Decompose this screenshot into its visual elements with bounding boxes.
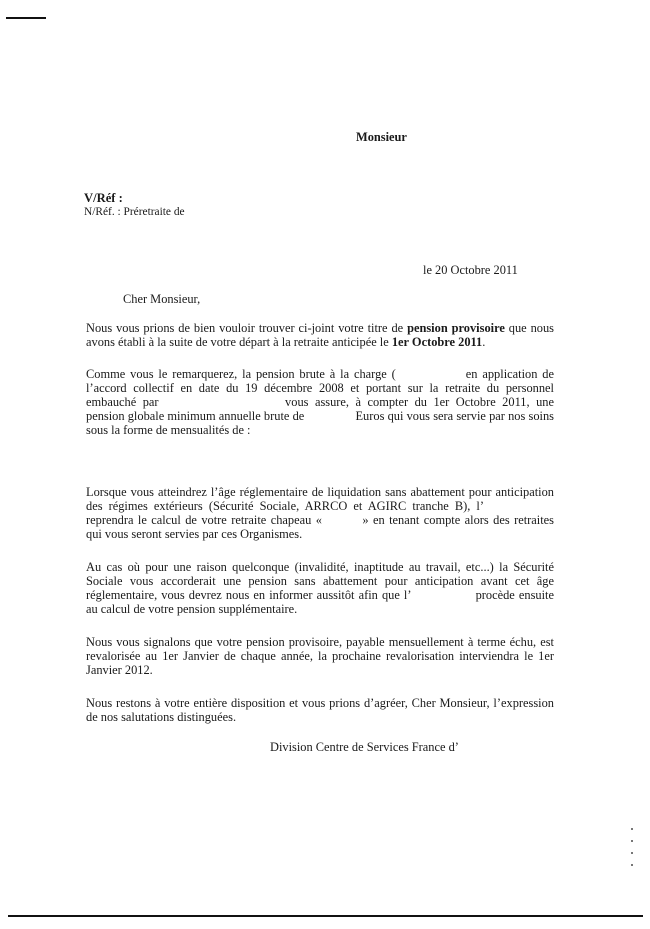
scan-mark-bottom (8, 915, 643, 917)
p2-text-b: en application de l’accord collectif en date du 19 décembre 2008 et portant sur la retraite du personnel embauché par (86, 367, 554, 409)
scan-edge-artifact (631, 828, 633, 874)
paragraph-provisional-pension (86, 321, 554, 349)
p2-text-c: vous assure, à compter du 1er Octobre 2011, une pension globale minimum annuelle brute de (86, 395, 554, 423)
p1-bold-date: 1er Octobre 2011 (391, 335, 483, 349)
paragraph-statutory-age (86, 485, 554, 541)
p2-text-a: Comme vous le remarquerez, la pension brute à la charge ( (86, 367, 396, 381)
letter-date: le 20 Octobre 2011 (423, 263, 518, 277)
our-reference: N/Réf. : Préretraite de (84, 206, 185, 218)
p3-text-c: » en tenant compte alors des retraites qui vous seront servies par ces Organismes. (86, 513, 554, 541)
recipient-title: Monsieur (356, 130, 407, 144)
your-reference-label: V/Réf : (84, 191, 123, 205)
scan-mark-top (6, 17, 46, 19)
p1-bold-pension: pension provisoire (407, 321, 505, 335)
salutation: Cher Monsieur, (123, 292, 201, 306)
p2-text-d: Euros qui vous sera servie par nos soins sous la forme de mensualités de : (86, 409, 554, 437)
p4-text-b: procède ensuite au calcul de votre pension supplémentaire. (86, 588, 554, 616)
paragraph-revaluation: Nous vous signalons que votre pension provisoire, payable mensuellement à terme échu, est revalorisée au 1er Janvier de chaque année, la prochaine revalorisation interviendra le 1er Janvier 2012. (86, 635, 554, 677)
paragraph-pension-amount (86, 367, 554, 437)
p3-text-a: Lorsque vous atteindrez l’âge réglementaire de liquidation sans abattement pour anticipation des régimes extérieurs (Sécurité Sociale, ARRCO et AGIRC tranche B), l’ (86, 485, 554, 513)
signature-division: Division Centre de Services France d’ (270, 740, 459, 754)
p4-text-a: Au cas où pour une raison quelconque (invalidité, inaptitude au travail, etc...) la Sécurité Sociale vous accorderait une pension sans abattement pour anticipation avant cet âge réglementaire, vous devrez nous en informer aussitôt afin que l’ (86, 560, 554, 602)
paragraph-early-pension (86, 560, 554, 616)
p1-text-middle: que nous avons établi à la suite de votre départ à la retraite anticipée le (86, 321, 554, 349)
p3-text-b: reprendra le calcul de votre retraite chapeau « (86, 513, 322, 527)
paragraph-closing: Nous restons à votre entière disposition et vous prions d’agréer, Cher Monsieur, l’expression de nos salutations distinguées. (86, 696, 554, 724)
p1-text-before: Nous vous prions de bien vouloir trouver ci-joint votre titre de (86, 321, 404, 335)
p1-text-end: . (482, 335, 486, 349)
